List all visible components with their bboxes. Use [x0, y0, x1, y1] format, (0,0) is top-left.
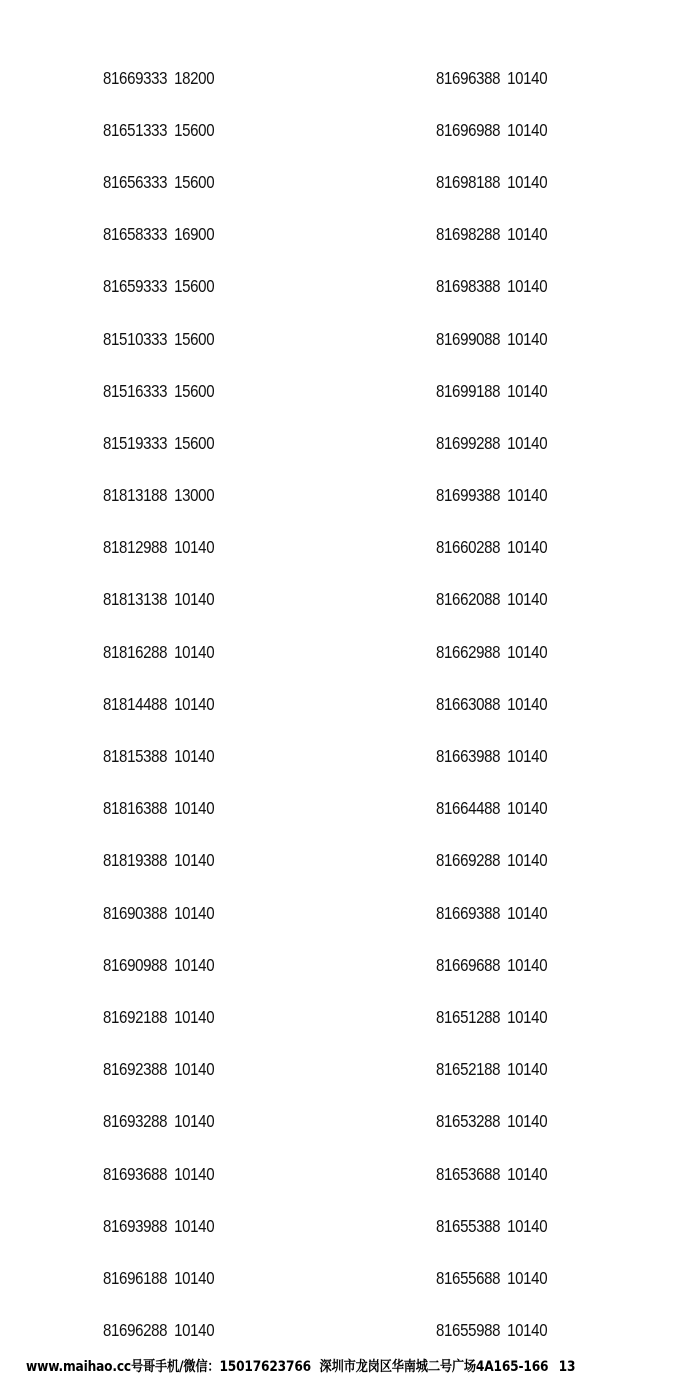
listing-row: [103, 1096, 292, 1148]
price: 10140: [507, 328, 548, 349]
phone-number: 81662088: [436, 589, 501, 610]
phone-number: 81656333: [103, 171, 168, 192]
price: 10140: [507, 432, 548, 453]
price: 10140: [507, 850, 548, 871]
phone-number: 81699288: [436, 432, 501, 453]
listing-row: [103, 104, 292, 156]
price: 10140: [174, 954, 215, 975]
listing-row: [436, 1096, 625, 1148]
price: 10140: [507, 1320, 548, 1341]
listing-column-left: [103, 52, 323, 1357]
phone-number: 81669333: [103, 67, 168, 88]
phone-number: 81696388: [436, 67, 501, 88]
listing-row: [436, 470, 625, 522]
price: 10140: [507, 1111, 548, 1132]
phone-number: 81696288: [103, 1320, 168, 1341]
price: 10140: [507, 798, 548, 819]
listing-row: [436, 156, 625, 208]
listing-row: [436, 104, 625, 156]
phone-number: 81693688: [103, 1163, 168, 1184]
price: 10140: [174, 850, 215, 871]
phone-number: 81655388: [436, 1215, 501, 1236]
phone-number: 81663088: [436, 693, 501, 714]
price: 10140: [507, 485, 548, 506]
listing-row: [103, 209, 292, 261]
phone-number: 81655688: [436, 1267, 501, 1288]
price: 10140: [174, 589, 215, 610]
listing-row: [436, 1044, 625, 1096]
price: 15600: [174, 276, 215, 297]
listing-row: [436, 1200, 625, 1252]
phone-number: 81692188: [103, 1006, 168, 1027]
price: 10140: [174, 746, 215, 767]
phone-number: 81690388: [103, 902, 168, 923]
phone-number: 81516333: [103, 380, 168, 401]
phone-number: 81669388: [436, 902, 501, 923]
price: 10140: [174, 798, 215, 819]
phone-number: 81519333: [103, 432, 168, 453]
price: 10140: [507, 380, 548, 401]
phone-number: 81660288: [436, 537, 501, 558]
phone-number: 81669288: [436, 850, 501, 871]
price: 10140: [507, 67, 548, 88]
listing-row: [103, 1252, 292, 1304]
listing-row: [436, 783, 625, 835]
listing-row: [103, 626, 292, 678]
phone-number: 81651333: [103, 119, 168, 140]
price: 15600: [174, 171, 215, 192]
price: 10140: [507, 119, 548, 140]
listing-row: [436, 678, 625, 730]
listing-column-right: [436, 52, 656, 1357]
phone-number: 81510333: [103, 328, 168, 349]
phone-number: 81815388: [103, 746, 168, 767]
phone-number: 81696988: [436, 119, 501, 140]
price: 10140: [507, 746, 548, 767]
listing-row: [436, 417, 625, 469]
phone-number: 81692388: [103, 1059, 168, 1080]
listing-row: [436, 261, 625, 313]
listing-row: [436, 52, 625, 104]
listing-row: [103, 678, 292, 730]
phone-number: 81699088: [436, 328, 501, 349]
phone-number: 81696188: [103, 1267, 168, 1288]
price: 13000: [174, 485, 215, 506]
phone-number: 81813138: [103, 589, 168, 610]
listing-row: [436, 365, 625, 417]
listing-row: [436, 209, 625, 261]
listing-row: [436, 991, 625, 1043]
listing-row: [103, 261, 292, 313]
listing-row: [103, 522, 292, 574]
phone-number: 81816288: [103, 641, 168, 662]
listing-row: [103, 156, 292, 208]
phone-number: 81693988: [103, 1215, 168, 1236]
listing-row: [103, 1148, 292, 1200]
phone-number: 81669688: [436, 954, 501, 975]
phone-number: 81652188: [436, 1059, 501, 1080]
price: 10140: [507, 1215, 548, 1236]
phone-number: 81658333: [103, 224, 168, 245]
price: 15600: [174, 380, 215, 401]
phone-number: 81819388: [103, 850, 168, 871]
price: 10140: [507, 1006, 548, 1027]
footer-address: 深圳市龙岗区华南城二号广场4A165-166: [319, 1359, 549, 1375]
footer-site-contact: www.maihao.cc号哥手机/微信：15017623766: [26, 1359, 311, 1375]
listing-row: [103, 939, 292, 991]
price: 15600: [174, 119, 215, 140]
phone-number: 81664488: [436, 798, 501, 819]
listing-row: [103, 470, 292, 522]
phone-number: 81693288: [103, 1111, 168, 1132]
listing-row: [436, 887, 625, 939]
phone-number: 81812988: [103, 537, 168, 558]
phone-number: 81651288: [436, 1006, 501, 1027]
price: 10140: [174, 1111, 215, 1132]
price: 10140: [174, 1006, 215, 1027]
price: 10140: [174, 1320, 215, 1341]
listing-row: [436, 939, 625, 991]
listing-row: [436, 835, 625, 887]
listing-row: [436, 1305, 625, 1357]
price: 10140: [174, 1215, 215, 1236]
phone-number: 81659333: [103, 276, 168, 297]
page-footer: [26, 1356, 602, 1376]
phone-number: 81698388: [436, 276, 501, 297]
price: 10140: [507, 954, 548, 975]
phone-number: 81653288: [436, 1111, 501, 1132]
phone-number: 81655988: [436, 1320, 501, 1341]
phone-number: 81662988: [436, 641, 501, 662]
listing-row: [436, 522, 625, 574]
price: 10140: [507, 1163, 548, 1184]
phone-number: 81699388: [436, 485, 501, 506]
listing-row: [103, 835, 292, 887]
listing-row: [103, 887, 292, 939]
phone-number: 81814488: [103, 693, 168, 714]
listing-row: [103, 1305, 292, 1357]
price: 18200: [174, 67, 215, 88]
price: 10140: [174, 641, 215, 662]
listing-row: [103, 52, 292, 104]
listing-row: [436, 313, 625, 365]
listing-row: [103, 1044, 292, 1096]
price: 10140: [507, 276, 548, 297]
listing-row: [436, 574, 625, 626]
price: 10140: [507, 641, 548, 662]
price: 10140: [174, 1059, 215, 1080]
price: 10140: [174, 1267, 215, 1288]
price: 10140: [174, 1163, 215, 1184]
listing-row: [103, 574, 292, 626]
price: 10140: [174, 693, 215, 714]
price: 10140: [507, 537, 548, 558]
listing-row: [436, 730, 625, 782]
price: 10140: [174, 902, 215, 923]
page-number: 13: [558, 1359, 576, 1375]
phone-number: 81690988: [103, 954, 168, 975]
phone-number: 81698288: [436, 224, 501, 245]
phone-number: 81663988: [436, 746, 501, 767]
listing-row: [103, 783, 292, 835]
phone-number: 81816388: [103, 798, 168, 819]
listing-row: [103, 730, 292, 782]
listing-row: [436, 1148, 625, 1200]
phone-number: 81699188: [436, 380, 501, 401]
listing-row: [103, 365, 292, 417]
listing-row: [436, 626, 625, 678]
price: 10140: [507, 224, 548, 245]
price: 10140: [507, 589, 548, 610]
price: 10140: [507, 1059, 548, 1080]
price: 15600: [174, 328, 215, 349]
listing-row: [103, 313, 292, 365]
listing-row: [436, 1252, 625, 1304]
price: 10140: [507, 693, 548, 714]
phone-number: 81653688: [436, 1163, 501, 1184]
phone-number: 81813188: [103, 485, 168, 506]
price: 10140: [507, 171, 548, 192]
price: 15600: [174, 432, 215, 453]
price: 10140: [507, 902, 548, 923]
phone-number: 81698188: [436, 171, 501, 192]
listing-row: [103, 991, 292, 1043]
price: 10140: [174, 537, 215, 558]
price: 10140: [507, 1267, 548, 1288]
listing-row: [103, 1200, 292, 1252]
price: 16900: [174, 224, 215, 245]
listing-row: [103, 417, 292, 469]
